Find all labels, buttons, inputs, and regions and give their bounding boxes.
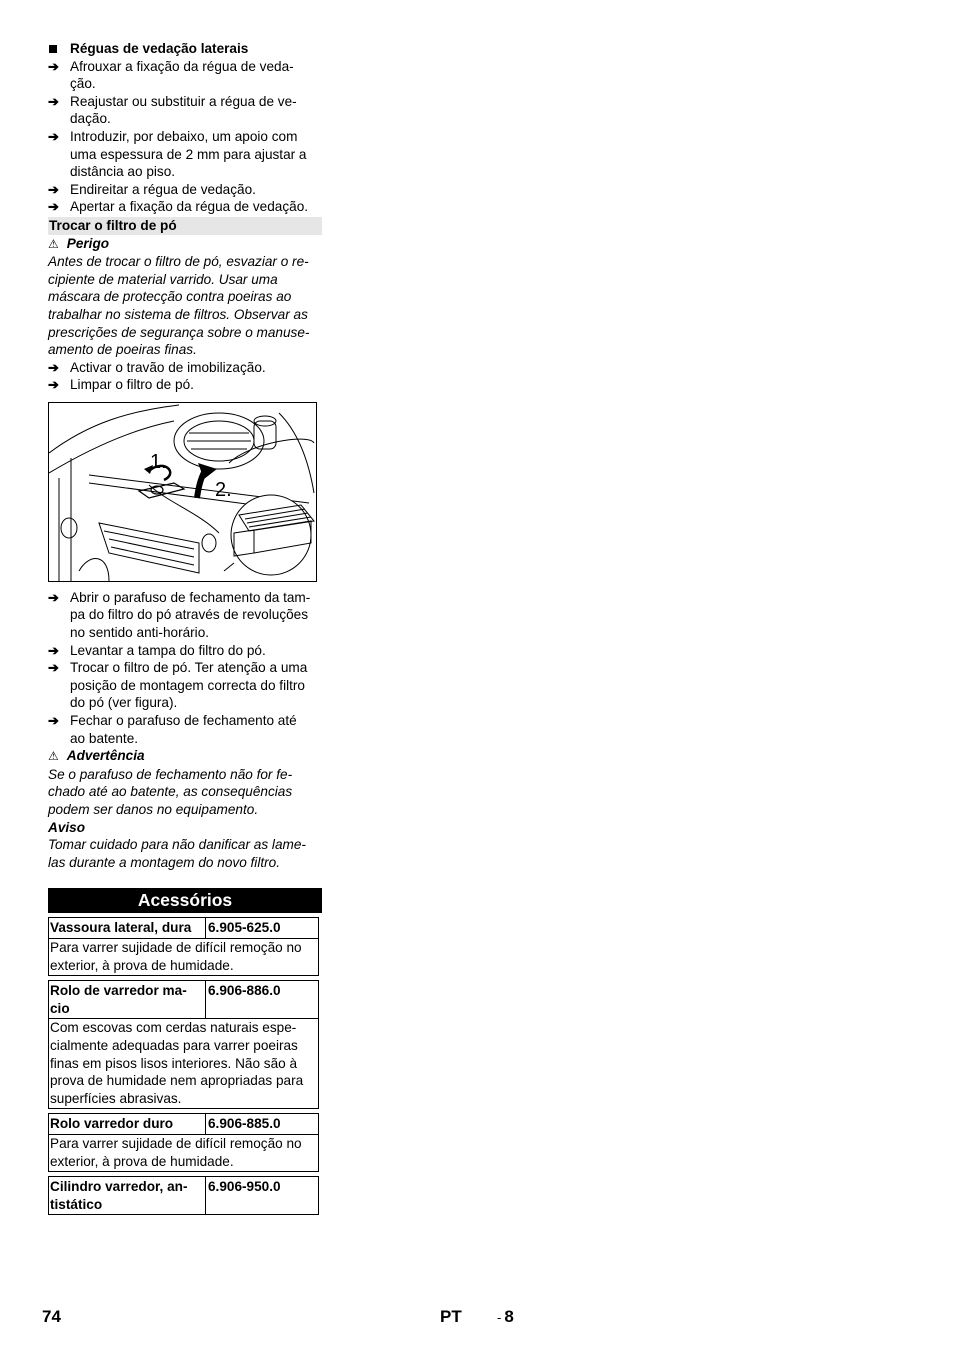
figure-label-2: 2.	[215, 478, 232, 501]
accessories-title: Acessórios	[48, 888, 322, 913]
accessory-description-line: Para varrer sujidade de difícil remoção no	[50, 939, 302, 955]
step-text: Abrir o parafuso de fechamento da tam-	[70, 589, 311, 605]
arrow-right-icon: ➔	[48, 181, 59, 197]
footer-section-number: 8	[504, 1307, 514, 1326]
arrow-right-icon: ➔	[48, 199, 59, 215]
step-text: uma espessura de 2 mm para ajustar a	[70, 146, 307, 162]
accessory-name-line: Cilindro varredor, an-	[50, 1179, 188, 1195]
accessory-header	[49, 1114, 318, 1135]
accessory-item	[48, 917, 319, 976]
arrow-right-icon: ➔	[48, 93, 59, 109]
danger-text: trabalhar no sistema de filtros. Observar as	[48, 306, 308, 322]
arrow-right-icon: ➔	[48, 642, 59, 658]
arrow-right-icon: ➔	[48, 713, 59, 729]
accessory-header	[49, 981, 318, 1019]
arrow-right-icon: ➔	[48, 359, 59, 375]
notice-text: las durante a montagem do novo filtro.	[48, 854, 280, 870]
section-heading: Réguas de vedação laterais	[70, 41, 249, 56]
section-dust-filter	[48, 217, 322, 871]
accessory-description	[49, 1135, 318, 1171]
step-text: dação.	[70, 111, 111, 127]
subheading-dust-filter: Trocar o filtro de pó	[48, 217, 322, 235]
accessory-part-number: 6.906-885.0	[208, 1116, 281, 1132]
notice-text: Tomar cuidado para não danificar as lame-	[48, 837, 306, 853]
step-item	[48, 589, 322, 642]
step-text: pa do filtro do pó através de revoluções	[70, 607, 309, 623]
accessory-name	[49, 1177, 206, 1214]
step-text: posição de montagem correcta do filtro	[70, 677, 305, 693]
step-item	[48, 659, 322, 712]
step-item	[48, 376, 322, 394]
step-item	[48, 128, 322, 181]
filter-drawing	[49, 403, 316, 581]
warning-text: Se o parafuso de fechamento não for fe-	[48, 766, 293, 782]
accessory-description	[49, 939, 318, 975]
accessory-description-line: Para varrer sujidade de difícil remoção no	[50, 1135, 302, 1151]
section-heading-row	[48, 40, 322, 58]
warning-triangle-icon: ⚠	[48, 236, 59, 251]
arrow-right-icon: ➔	[48, 128, 59, 144]
accessory-header	[49, 918, 318, 939]
danger-text: cipiente de material varrido. Usar uma	[48, 271, 278, 287]
step-item	[48, 181, 322, 199]
accessory-name	[49, 981, 206, 1018]
step-text: Introduzir, por debaixo, um apoio com	[70, 128, 298, 144]
accessory-description-line: exterior, à prova de humidade.	[50, 957, 234, 973]
accessory-item	[48, 1176, 319, 1215]
accessory-name-line: Vassoura lateral, dura	[50, 920, 192, 936]
step-text: Afrouxar a fixação da régua de veda-	[70, 58, 294, 74]
figure-label-1: 1.	[150, 450, 167, 473]
step-item	[48, 642, 322, 660]
danger-text: Antes de trocar o filtro de pó, esvaziar o re-	[48, 254, 309, 270]
language-code: PT	[440, 1307, 462, 1326]
page-number: 74	[42, 1307, 61, 1326]
danger-text: amento de poeiras finas.	[48, 342, 197, 358]
square-bullet-icon	[49, 45, 57, 53]
step-text: Apertar a fixação da régua de vedação.	[70, 199, 309, 215]
danger-notice-label: Perigo	[66, 235, 110, 251]
danger-text: prescrições de segurança sobre o manuse-	[48, 324, 310, 340]
step-text: Limpar o filtro de pó.	[70, 377, 194, 393]
warning-triangle-icon: ⚠	[48, 749, 59, 764]
accessory-name-line: tistático	[50, 1196, 103, 1212]
step-text: Activar o travão de imobilização.	[70, 359, 266, 375]
accessory-part-number: 6.906-950.0	[208, 1179, 281, 1195]
step-text: Endireitar a régua de vedação.	[70, 181, 256, 197]
content-column	[48, 40, 322, 1219]
step-text: ao batente.	[70, 730, 139, 746]
accessory-description-line: exterior, à prova de humidade.	[50, 1153, 234, 1169]
step-text: Levantar a tampa do filtro do pó.	[70, 642, 266, 658]
step-item	[48, 198, 322, 216]
accessory-description	[49, 1019, 318, 1108]
arrow-right-icon: ➔	[48, 58, 59, 74]
accessory-description-line: Com escovas com cerdas naturais espe-	[50, 1020, 297, 1036]
arrow-right-icon: ➔	[48, 589, 59, 605]
accessory-description-line: prova de humidade nem apropriadas para	[50, 1073, 304, 1089]
warning-text: chado até ao batente, as consequências	[48, 784, 293, 800]
accessory-name-line: cio	[50, 1000, 70, 1016]
step-text: Trocar o filtro de pó. Ter atenção a uma	[70, 660, 308, 676]
accessory-name-line: Rolo de varredor ma-	[50, 983, 187, 999]
filter-illustration	[48, 402, 317, 582]
arrow-right-icon: ➔	[48, 660, 59, 676]
warning-notice	[48, 747, 322, 766]
step-text: Fechar o parafuso de fechamento até	[70, 713, 297, 729]
step-item	[48, 58, 322, 93]
accessory-part-number: 6.905-625.0	[208, 920, 281, 936]
accessory-name	[49, 1114, 206, 1134]
step-text: distância ao piso.	[70, 164, 176, 180]
warning-notice-label: Advertência	[66, 748, 145, 764]
step-text: no sentido anti-horário.	[70, 625, 210, 641]
notice-label: Aviso	[48, 819, 86, 835]
section-sealing-strips	[48, 40, 322, 216]
accessory-part-number: 6.906-886.0	[208, 983, 281, 999]
step-text: Reajustar ou substituir a régua de ve-	[70, 93, 297, 109]
arrow-right-icon: ➔	[48, 377, 59, 393]
accessory-name-line: Rolo varredor duro	[50, 1116, 174, 1132]
danger-text: máscara de protecção contra poeiras ao	[48, 289, 292, 305]
step-item	[48, 359, 322, 377]
step-item	[48, 712, 322, 747]
section-accessories	[48, 888, 322, 1215]
accessory-name	[49, 918, 206, 938]
step-text: do pó (ver figura).	[70, 695, 178, 711]
accessory-description-line: superfícies abrasivas.	[50, 1090, 182, 1106]
accessory-header	[49, 1177, 318, 1214]
footer-separator: -	[497, 1310, 502, 1325]
accessory-item	[48, 980, 319, 1109]
danger-notice	[48, 235, 322, 254]
step-text: ção.	[70, 76, 96, 92]
step-item	[48, 93, 322, 128]
warning-text: podem ser danos no equipamento.	[48, 802, 259, 817]
accessory-description-line: finas em pisos lisos interiores. Não são à	[50, 1055, 298, 1071]
accessory-description-line: cialmente adequadas para varrer poeiras	[50, 1037, 298, 1053]
accessory-item	[48, 1113, 319, 1172]
section-page-number	[497, 1307, 514, 1327]
